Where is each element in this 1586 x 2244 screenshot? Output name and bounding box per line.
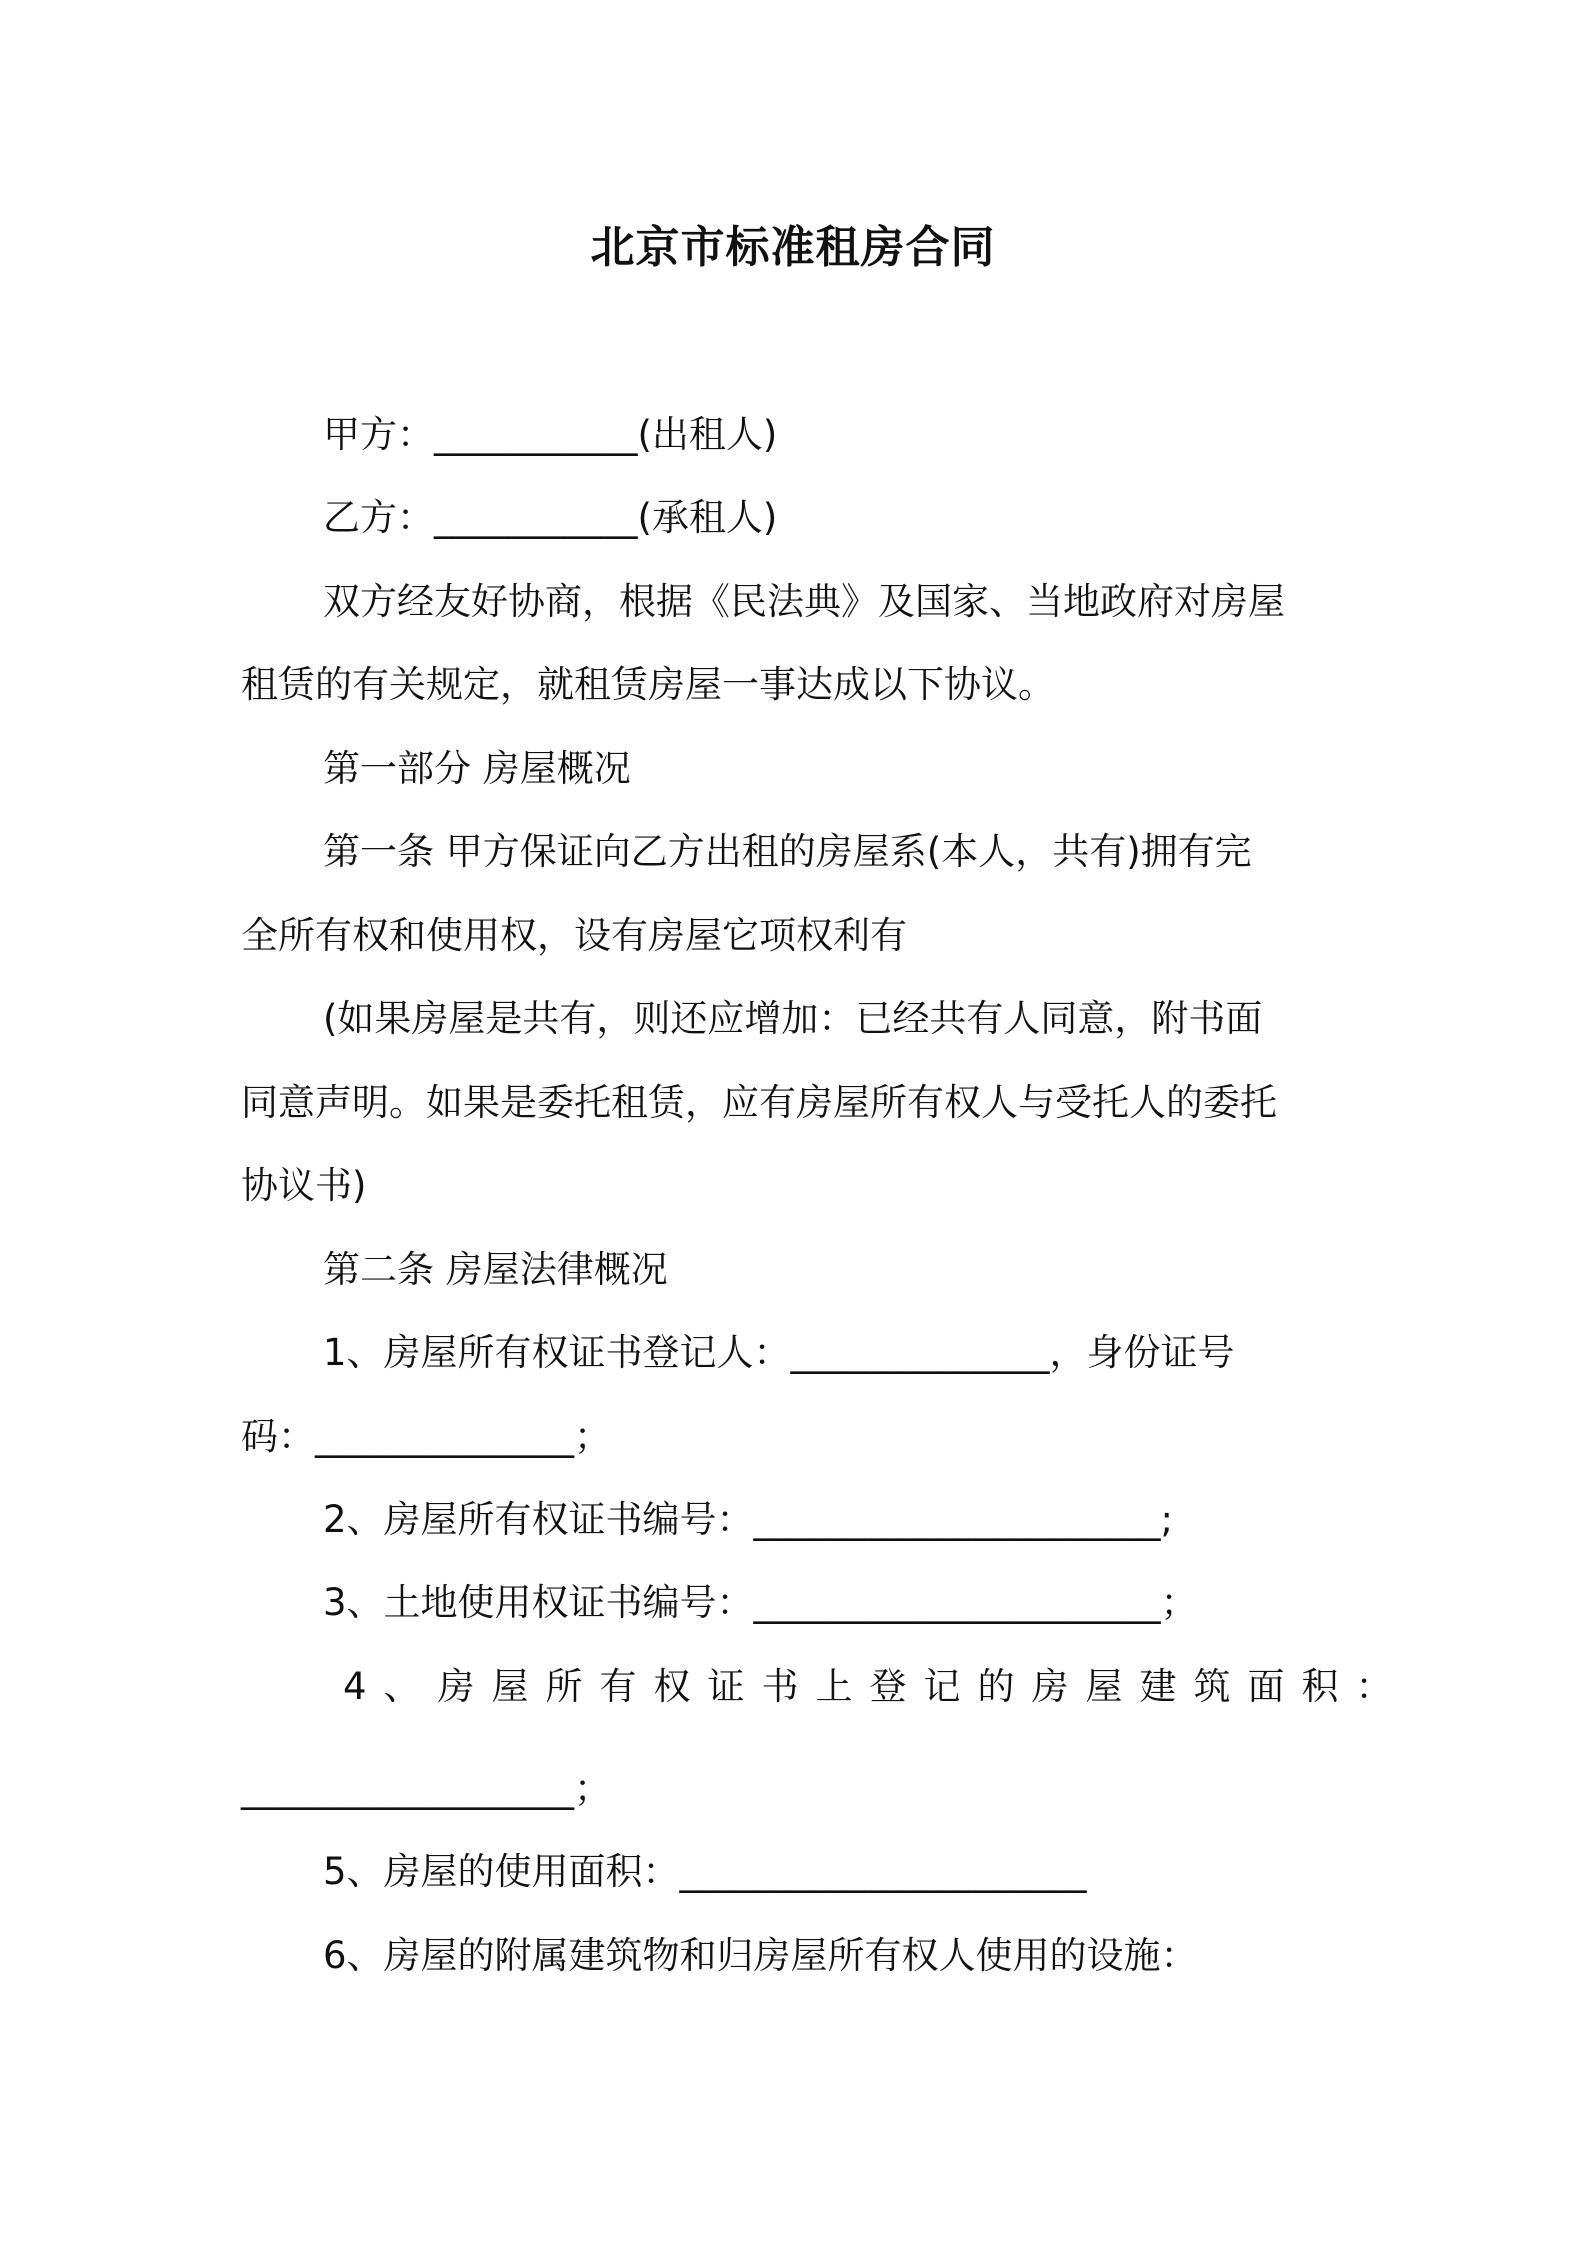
article-2-heading: 第二条 房屋法律概况 xyxy=(323,1248,668,1291)
intro-paragraph-line-2: 租赁的有关规定，就租赁房屋一事达成以下协议。 xyxy=(241,663,1055,706)
item-5-line: 5、房屋的使用面积：______________________ xyxy=(323,1850,1087,1893)
item-4-line-2: __________________； xyxy=(241,1767,611,1810)
article-1-line-1: 第一条 甲方保证向乙方出租的房屋系(本人，共有)拥有完 xyxy=(323,830,1252,873)
item-1-line-2: 码：______________； xyxy=(241,1415,611,1458)
note-paragraph-line-2: 同意声明。如果是委托租赁，应有房屋所有权人与受托人的委托 xyxy=(241,1081,1277,1124)
item-1-line-1: 1、房屋所有权证书登记人：______________，身份证号 xyxy=(323,1331,1235,1374)
item-2-line: 2、房屋所有权证书编号：______________________; xyxy=(323,1498,1174,1541)
party-a-line: 甲方：___________(出租人) xyxy=(323,413,778,456)
item-6-line: 6、房屋的附属建筑物和归房屋所有权人使用的设施： xyxy=(323,1934,1198,1977)
intro-paragraph-line-1: 双方经友好协商，根据《民法典》及国家、当地政府对房屋 xyxy=(323,580,1285,623)
section-heading-part-one: 第一部分 房屋概况 xyxy=(323,747,631,790)
article-1-line-2: 全所有权和使用权，设有房屋它项权利有 xyxy=(241,914,907,957)
note-paragraph-line-1: (如果房屋是共有，则还应增加：已经共有人同意，附书面 xyxy=(323,997,1263,1040)
document-title: 北京市标准租房合同 xyxy=(590,222,996,273)
note-paragraph-line-3: 协议书) xyxy=(241,1164,367,1207)
party-b-line: 乙方：___________(承租人) xyxy=(323,496,778,539)
item-3-line: 3、土地使用权证书编号：______________________； xyxy=(323,1581,1198,1624)
item-4-line-1: 4、房屋所有权证书上登记的房屋建筑面积： xyxy=(343,1665,1410,1708)
